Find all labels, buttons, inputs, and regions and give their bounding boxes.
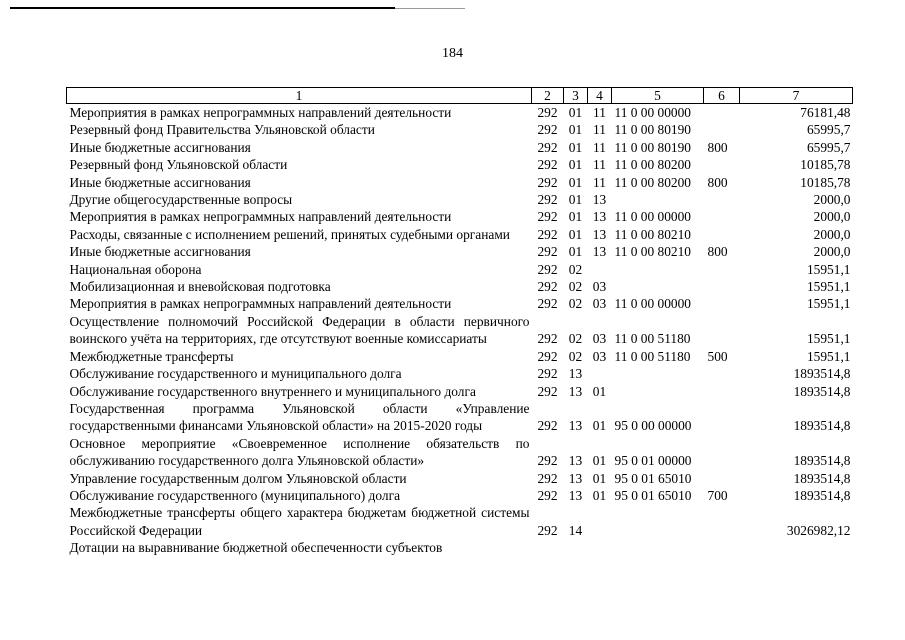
col-5-value xyxy=(612,191,704,208)
col-4-value: 13 xyxy=(592,209,607,225)
page-number: 184 xyxy=(442,46,463,61)
col-4-value: 11 xyxy=(593,139,606,155)
col-3-value: 01 xyxy=(568,192,583,208)
table-row xyxy=(67,121,853,138)
col-7-value: 1893514,8 xyxy=(793,453,851,469)
col-4-value: 03 xyxy=(592,331,607,347)
col-4-value: 03 xyxy=(592,348,607,364)
col-3-value: 01 xyxy=(568,139,583,155)
col-3-value: 01 xyxy=(568,157,583,173)
col-3-value: 02 xyxy=(568,348,583,364)
item-name: Расходы, связанные с исполнением решений, принятых судебными органами xyxy=(69,226,510,242)
item-name: Иные бюджетные ассигнования xyxy=(69,139,251,155)
col-3-value: 13 xyxy=(568,418,583,434)
col-2-value: 292 xyxy=(537,366,558,382)
col-4-value: 01 xyxy=(592,470,607,486)
col-2-value: 292 xyxy=(537,418,558,434)
item-name: Дотации на выравнивание бюджетной обеспеченности субъектов xyxy=(69,540,443,556)
item-name: Другие общегосударственные вопросы xyxy=(69,192,293,208)
item-name: Резервный фонд Ульяновской области xyxy=(69,157,288,173)
col-7-value: 1893514,8 xyxy=(793,418,851,434)
col-4-value xyxy=(588,365,612,382)
table-row xyxy=(67,191,853,208)
col-2-value: 292 xyxy=(537,522,558,538)
table-row xyxy=(67,226,853,243)
item-name: Мероприятия в рамках непрограммных направлений деятельности xyxy=(69,209,452,225)
item-name: Обслуживание государственного (муниципального) долга xyxy=(69,487,401,503)
item-name: Иные бюджетные ассигнования xyxy=(69,244,251,260)
col-7-value: 15951,1 xyxy=(806,261,851,277)
table-body xyxy=(67,104,853,557)
header-col-7: 7 xyxy=(740,88,853,104)
col-6-value: 800 xyxy=(707,139,728,155)
col-3-value: 02 xyxy=(568,261,583,277)
col-5-value: 11 0 00 00000 xyxy=(614,105,691,120)
col-3-value: 01 xyxy=(568,226,583,242)
col-6-value xyxy=(704,435,740,470)
top-rule-thin xyxy=(395,8,465,9)
item-name: Резервный фонд Правительства Ульяновской области xyxy=(69,122,375,138)
item-name: Национальная оборона xyxy=(69,261,202,277)
item-name: Обслуживание государственного и муниципального долга xyxy=(69,366,402,382)
item-name: Мероприятия в рамках непрограммных направлений деятельности xyxy=(69,105,452,120)
col-6-value xyxy=(704,470,740,487)
table-row xyxy=(67,400,853,435)
col-7-value: 10185,78 xyxy=(800,174,851,190)
col-5-value xyxy=(612,504,704,539)
col-7-value: 2000,0 xyxy=(813,244,851,260)
col-3-value: 13 xyxy=(568,366,583,382)
col-6-value: 500 xyxy=(707,348,728,364)
col-3-value: 01 xyxy=(568,244,583,260)
col-3-value: 02 xyxy=(568,279,583,295)
table-row xyxy=(67,295,853,312)
col-7-value: 65995,7 xyxy=(806,139,851,155)
table-row xyxy=(67,365,853,382)
col-6-value xyxy=(704,261,740,278)
table-row xyxy=(67,313,853,348)
col-6-value xyxy=(704,156,740,173)
col-6-value xyxy=(704,104,740,122)
col-5-value: 11 0 00 80190 xyxy=(614,139,691,155)
col-7-value: 15951,1 xyxy=(806,296,851,312)
table-row xyxy=(67,487,853,504)
col-2-value: 292 xyxy=(537,174,558,190)
col-3-value: 13 xyxy=(568,470,583,486)
col-2-value: 292 xyxy=(537,261,558,277)
item-name: Межбюджетные трансферты xyxy=(69,348,234,364)
col-2-value: 292 xyxy=(537,470,558,486)
top-rule xyxy=(10,7,395,9)
col-5-value: 11 0 00 80200 xyxy=(614,174,691,190)
col-6-value xyxy=(704,539,740,556)
table-row xyxy=(67,208,853,225)
col-3-value: 01 xyxy=(568,122,583,138)
item-name: Государственная программа Ульяновской области «Управление государственными финансами Ульяновской области» на 2015-2020 годы xyxy=(69,400,530,434)
col-4-value: 03 xyxy=(592,296,607,312)
col-4-value xyxy=(588,539,612,556)
col-2-value: 292 xyxy=(537,209,558,225)
col-4-value: 01 xyxy=(592,383,607,399)
col-6-value xyxy=(704,226,740,243)
budget-table xyxy=(66,87,853,557)
col-2-value: 292 xyxy=(537,331,558,347)
col-3-value: 01 xyxy=(568,174,583,190)
item-name: Мероприятия в рамках непрограммных направлений деятельности xyxy=(69,296,452,312)
table-row xyxy=(67,104,853,122)
header-col-4: 4 xyxy=(588,88,612,104)
item-name: Осуществление полномочий Российской Федерации в области первичного воинского учёта на территориях, где отсутствуют военные комиссариаты xyxy=(69,313,530,347)
col-2-value: 292 xyxy=(537,348,558,364)
col-5-value: 11 0 00 80190 xyxy=(614,122,691,138)
col-4-value: 03 xyxy=(592,279,607,295)
col-7-value xyxy=(740,539,853,556)
col-6-value xyxy=(704,191,740,208)
col-7-value: 2000,0 xyxy=(813,209,851,225)
col-6-value xyxy=(704,383,740,400)
col-5-value: 11 0 00 80210 xyxy=(614,244,691,260)
item-name: Иные бюджетные ассигнования xyxy=(69,174,251,190)
col-7-value: 15951,1 xyxy=(806,331,851,347)
col-6-value: 700 xyxy=(707,487,728,503)
table-row xyxy=(67,470,853,487)
col-2-value xyxy=(532,539,564,556)
col-5-value xyxy=(612,383,704,400)
col-4-value: 11 xyxy=(593,157,606,173)
col-5-value: 11 0 00 00000 xyxy=(614,296,691,312)
col-4-value: 11 xyxy=(593,105,606,120)
col-2-value: 292 xyxy=(537,157,558,173)
table-row xyxy=(67,504,853,539)
col-5-value: 95 0 01 65010 xyxy=(614,487,692,503)
table-row xyxy=(67,156,853,173)
table-row xyxy=(67,243,853,260)
col-4-value xyxy=(588,261,612,278)
table-row xyxy=(67,278,853,295)
col-6-value: 800 xyxy=(707,244,728,260)
col-6-value xyxy=(704,400,740,435)
col-4-value: 13 xyxy=(592,192,607,208)
item-name: Основное мероприятие «Своевременное исполнение обязательств по обслуживанию государственного долга Ульяновской области» xyxy=(69,435,530,469)
col-5-value xyxy=(612,278,704,295)
col-2-value: 292 xyxy=(537,122,558,138)
col-6-value xyxy=(704,365,740,382)
header-col-2: 2 xyxy=(532,88,564,104)
col-2-value: 292 xyxy=(537,487,558,503)
col-7-value: 76181,48 xyxy=(800,105,851,120)
col-6-value xyxy=(704,121,740,138)
col-2-value: 292 xyxy=(537,383,558,399)
col-6-value xyxy=(704,295,740,312)
col-3-value: 01 xyxy=(568,105,583,120)
col-5-value xyxy=(612,539,704,556)
header-col-3: 3 xyxy=(564,88,588,104)
col-5-value: 11 0 00 51180 xyxy=(614,348,691,364)
header-col-6: 6 xyxy=(704,88,740,104)
col-7-value: 3026982,12 xyxy=(786,522,851,538)
col-5-value: 11 0 00 80200 xyxy=(614,157,691,173)
col-4-value: 13 xyxy=(592,244,607,260)
col-2-value: 292 xyxy=(537,453,558,469)
col-3-value: 02 xyxy=(568,331,583,347)
col-4-value: 01 xyxy=(592,418,607,434)
col-3-value xyxy=(564,539,588,556)
col-2-value: 292 xyxy=(537,139,558,155)
col-7-value: 65995,7 xyxy=(806,122,851,138)
col-4-value: 13 xyxy=(592,226,607,242)
col-7-value: 1893514,8 xyxy=(793,487,851,503)
col-3-value: 02 xyxy=(568,296,583,312)
col-4-value: 01 xyxy=(592,453,607,469)
table-row xyxy=(67,348,853,365)
table-row xyxy=(67,383,853,400)
col-4-value: 11 xyxy=(593,174,606,190)
col-4-value xyxy=(588,504,612,539)
col-6-value xyxy=(704,278,740,295)
item-name: Межбюджетные трансферты общего характера бюджетам бюджетной системы Российской Федерации xyxy=(69,505,530,538)
col-6-value xyxy=(704,504,740,539)
col-5-value: 95 0 01 00000 xyxy=(614,453,692,469)
col-4-value: 01 xyxy=(592,487,607,503)
col-2-value: 292 xyxy=(537,226,558,242)
col-2-value: 292 xyxy=(537,279,558,295)
col-3-value: 13 xyxy=(568,453,583,469)
table-row xyxy=(67,435,853,470)
item-name: Управление государственным долгом Ульяновской области xyxy=(69,470,407,486)
col-2-value: 292 xyxy=(537,244,558,260)
col-3-value: 14 xyxy=(568,522,583,538)
table-row xyxy=(67,261,853,278)
table-header-row xyxy=(67,88,853,104)
col-6-value: 800 xyxy=(707,174,728,190)
item-name: Обслуживание государственного внутреннего и муниципального долга xyxy=(69,383,476,399)
col-3-value: 13 xyxy=(568,487,583,503)
table-row xyxy=(67,174,853,191)
col-7-value: 1893514,8 xyxy=(793,366,851,382)
header-col-1: 1 xyxy=(67,88,532,104)
col-5-value xyxy=(612,365,704,382)
col-3-value: 13 xyxy=(568,383,583,399)
table-row xyxy=(67,539,853,556)
col-7-value: 1893514,8 xyxy=(793,470,851,486)
col-5-value: 11 0 00 51180 xyxy=(614,331,691,347)
col-7-value: 15951,1 xyxy=(806,348,851,364)
col-4-value: 11 xyxy=(593,122,606,138)
header-col-5: 5 xyxy=(612,88,704,104)
col-3-value: 01 xyxy=(568,209,583,225)
col-5-value: 11 0 00 80210 xyxy=(614,226,691,242)
col-5-value xyxy=(612,261,704,278)
col-7-value: 2000,0 xyxy=(813,192,851,208)
col-7-value: 10185,78 xyxy=(800,157,851,173)
col-5-value: 95 0 00 00000 xyxy=(614,418,692,434)
col-6-value xyxy=(704,313,740,348)
col-7-value: 2000,0 xyxy=(813,226,851,242)
col-2-value: 292 xyxy=(537,296,558,312)
col-2-value: 292 xyxy=(537,105,558,120)
col-5-value: 11 0 00 00000 xyxy=(614,209,691,225)
col-7-value: 15951,1 xyxy=(806,279,851,295)
col-6-value xyxy=(704,208,740,225)
col-5-value: 95 0 01 65010 xyxy=(614,470,692,486)
col-2-value: 292 xyxy=(537,192,558,208)
col-7-value: 1893514,8 xyxy=(793,383,851,399)
item-name: Мобилизационная и вневойсковая подготовка xyxy=(69,279,331,295)
table-row xyxy=(67,139,853,156)
